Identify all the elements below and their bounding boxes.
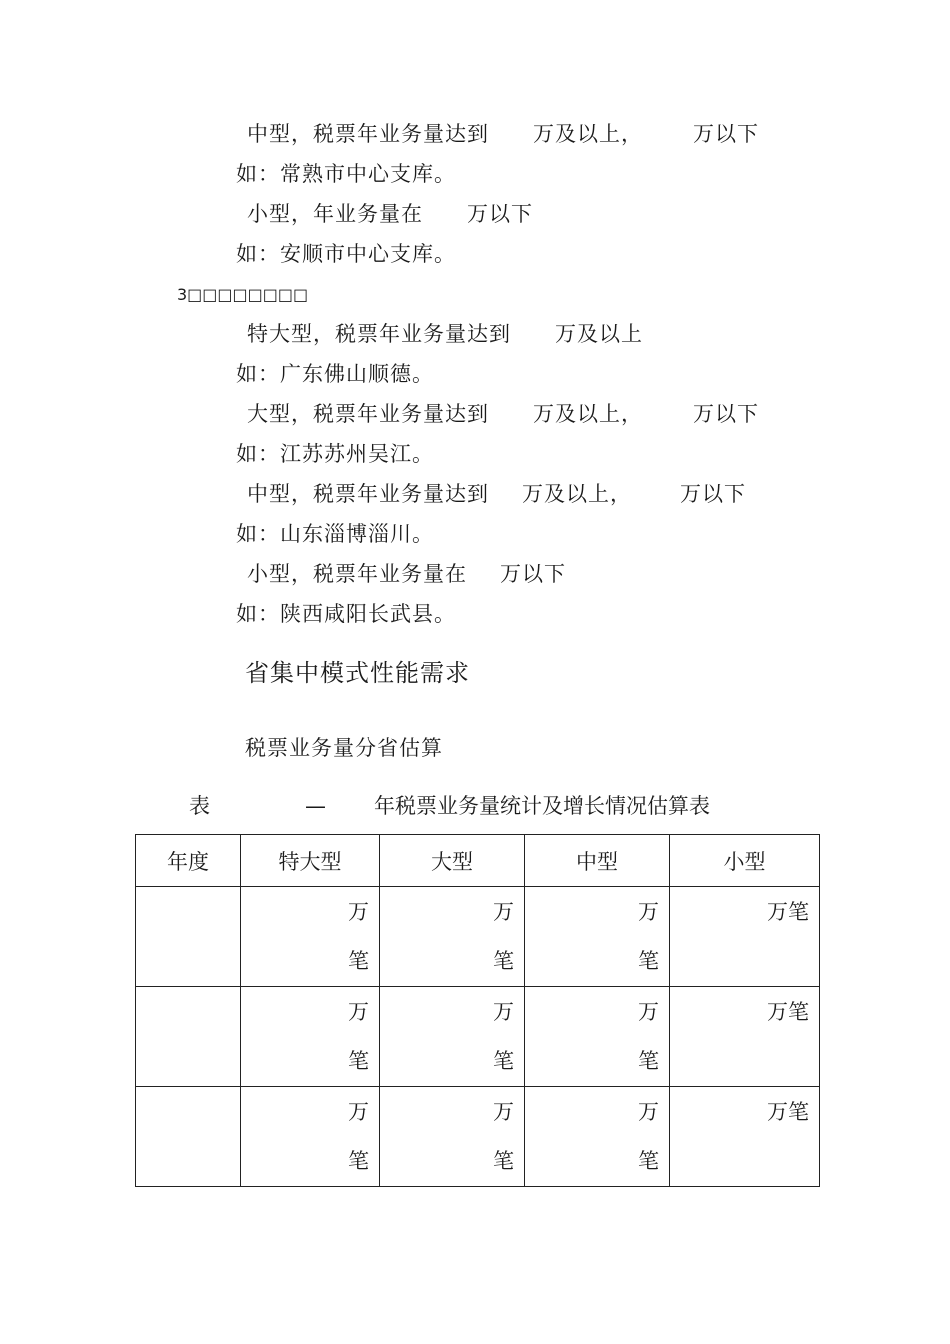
county-xl-example: 如：广东佛山顺德。 xyxy=(236,362,434,386)
unit-wan: 万 xyxy=(348,900,369,924)
caption-prefix: 表 xyxy=(189,794,210,818)
cell-medium[interactable] xyxy=(525,887,670,987)
header-year: 年度 xyxy=(136,835,241,887)
cell-small[interactable] xyxy=(670,987,820,1087)
medium-tier-line xyxy=(247,120,759,148)
caption-dash: — xyxy=(305,794,326,818)
unit-wan: 万 xyxy=(493,1100,514,1124)
caption-title: 年税票业务量统计及增长情况估算表 xyxy=(374,794,710,818)
county-m-example: 如：山东淄博淄川。 xyxy=(236,522,434,546)
cell-year[interactable] xyxy=(136,1087,241,1187)
medium-tier-min: 万及以上， xyxy=(533,122,643,146)
performance-heading: 省集中模式性能需求 xyxy=(245,659,470,687)
county-l-min: 万及以上， xyxy=(533,402,643,426)
unit-wan: 万 xyxy=(638,1000,659,1024)
table-row xyxy=(136,987,820,1087)
county-xl-min: 万及以上 xyxy=(555,322,643,346)
medium-tier-max: 万以下 xyxy=(693,122,759,146)
unit-wan: 万 xyxy=(348,1100,369,1124)
county-s-line xyxy=(247,560,566,588)
section-3-heading: 3□□□□□□□□ xyxy=(177,285,309,304)
county-m-min: 万及以上， xyxy=(522,482,632,506)
cell-small[interactable] xyxy=(670,1087,820,1187)
unit-bi: 笔 xyxy=(348,949,369,973)
table-row xyxy=(136,887,820,987)
table-header-row xyxy=(136,835,820,887)
cell-large[interactable] xyxy=(380,987,525,1087)
unit-wanbi: 万笔 xyxy=(767,900,809,924)
small-tier-line xyxy=(247,200,533,228)
unit-bi: 笔 xyxy=(638,1149,659,1173)
unit-bi: 笔 xyxy=(493,1049,514,1073)
county-xl-line xyxy=(247,320,643,348)
unit-bi: 笔 xyxy=(348,1149,369,1173)
county-m-max: 万以下 xyxy=(680,482,746,506)
small-tier-text: 小型，年业务量在 xyxy=(247,202,423,226)
unit-wanbi: 万笔 xyxy=(767,1000,809,1024)
county-xl-text: 特大型，税票年业务量达到 xyxy=(247,322,511,346)
unit-bi: 笔 xyxy=(493,949,514,973)
county-l-example: 如：江苏苏州吴江。 xyxy=(236,442,434,466)
unit-wan: 万 xyxy=(638,900,659,924)
county-l-text: 大型，税票年业务量达到 xyxy=(247,402,489,426)
county-m-line xyxy=(247,480,746,508)
estimate-table xyxy=(135,834,820,1187)
cell-small[interactable] xyxy=(670,887,820,987)
cell-year[interactable] xyxy=(136,987,241,1087)
cell-large[interactable] xyxy=(380,1087,525,1187)
cell-extra-large[interactable] xyxy=(241,1087,380,1187)
unit-wan: 万 xyxy=(638,1100,659,1124)
unit-wanbi: 万笔 xyxy=(767,1100,809,1124)
county-l-line xyxy=(247,400,759,428)
cell-extra-large[interactable] xyxy=(241,987,380,1087)
county-s-max: 万以下 xyxy=(500,562,566,586)
unit-bi: 笔 xyxy=(638,1049,659,1073)
cell-large[interactable] xyxy=(380,887,525,987)
county-l-max: 万以下 xyxy=(693,402,759,426)
unit-wan: 万 xyxy=(493,1000,514,1024)
header-extra-large: 特大型 xyxy=(241,835,380,887)
table-row xyxy=(136,1087,820,1187)
unit-bi: 笔 xyxy=(638,949,659,973)
cell-extra-large[interactable] xyxy=(241,887,380,987)
unit-bi: 笔 xyxy=(493,1149,514,1173)
county-s-example: 如：陕西咸阳长武县。 xyxy=(236,602,456,626)
header-small: 小型 xyxy=(670,835,820,887)
estimate-heading: 税票业务量分省估算 xyxy=(245,736,443,760)
cell-year[interactable] xyxy=(136,887,241,987)
unit-wan: 万 xyxy=(493,900,514,924)
header-large: 大型 xyxy=(380,835,525,887)
medium-tier-example: 如：常熟市中心支库。 xyxy=(236,162,456,186)
county-m-text: 中型，税票年业务量达到 xyxy=(247,482,489,506)
medium-tier-text: 中型，税票年业务量达到 xyxy=(247,122,489,146)
cell-medium[interactable] xyxy=(525,1087,670,1187)
cell-medium[interactable] xyxy=(525,987,670,1087)
header-medium: 中型 xyxy=(525,835,670,887)
unit-bi: 笔 xyxy=(348,1049,369,1073)
county-s-text: 小型，税票年业务量在 xyxy=(247,562,467,586)
small-tier-example: 如：安顺市中心支库。 xyxy=(236,242,456,266)
small-tier-max: 万以下 xyxy=(467,202,533,226)
table-caption xyxy=(189,792,710,820)
unit-wan: 万 xyxy=(348,1000,369,1024)
